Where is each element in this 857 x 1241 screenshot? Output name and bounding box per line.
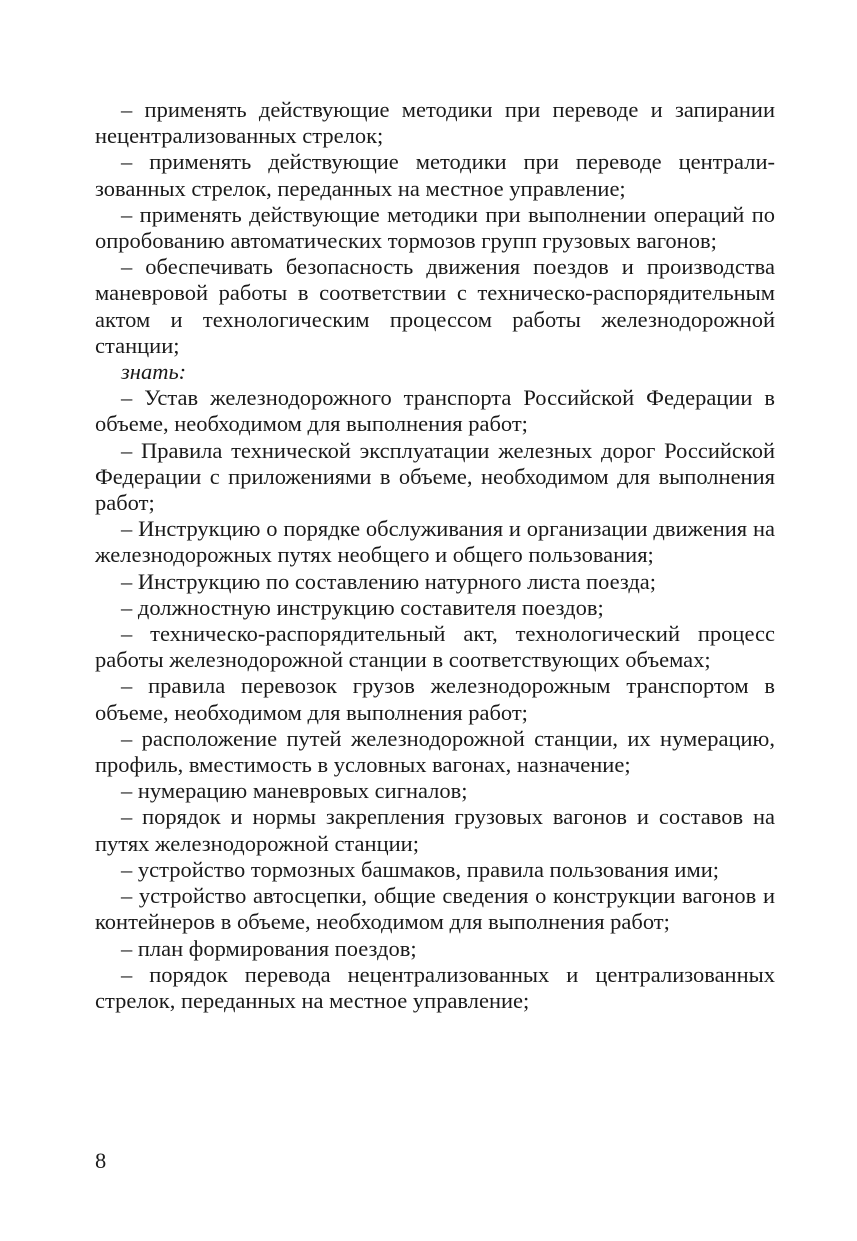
paragraph-17: – устройство автосцепки, общие сведения о конструкции вагонов и контейнеров в объеме, необходимом для выполнения работ; (95, 883, 775, 935)
paragraph-14: – нумерацию маневровых сигналов; (121, 778, 468, 804)
paragraph-12: – правила перевозок грузов железнодорожным транспортом в объеме, необходимом для выполнения работ; (95, 673, 775, 725)
paragraph-19: – порядок перевода нецентрализованных и централизованных стрелок, переданных на местное управление; (95, 961, 775, 1013)
paragraph-13: – расположение путей железнодорожной станции, их нумерацию, профиль, вместимость в условных вагонах, назначение; (95, 725, 775, 778)
paragraph-4: – обеспечивать безопасность движения поездов и производства маневровой работы в соответствии с техническо-распорядительным актом и технологическим процессом работы железнодорожной станции; (95, 254, 775, 358)
paragraph-18: – план формирования поездов; (121, 935, 417, 961)
body-text (95, 97, 775, 1014)
paragraph-7: – Правила технической эксплуатации железных дорог Российской Федерации с приложениями в объеме, необходимом для выполнения работ; (95, 437, 775, 516)
paragraph-2: – применять действующие методики при переводе централизованных стрелок, переданных на местное управление; (95, 149, 775, 201)
paragraph-6: – Устав железнодорожного транспорта Российской Федерации в объеме, необходимом для выполнения работ; (95, 385, 775, 437)
page-number: 8 (95, 1148, 107, 1173)
paragraph-16: – устройство тормозных башмаков, правила пользования ими; (121, 856, 719, 882)
paragraph-10: – должностную инструкцию составителя поездов; (121, 594, 604, 620)
paragraph-9: – Инструкцию по составлению натурного листа поезда; (121, 568, 657, 594)
paragraph-11: – техническо-распорядительный акт, технологический процесс работы железнодорожной станции в соответствующих объемах; (95, 621, 775, 673)
paragraph-8: – Инструкцию о порядке обслуживания и организации движения на железнодорожных путях необщего и общего пользования; (95, 516, 775, 568)
section-label-know: знать: (121, 359, 187, 385)
paragraph-1: – применять действующие методики при переводе и запирании нецентрализованных стрелок; (95, 97, 775, 149)
paragraph-3: – применять действующие методики при выполнении операций по опробованию автоматических тормозов групп грузовых вагонов; (95, 201, 775, 254)
paragraph-15: – порядок и нормы закрепления грузовых вагонов и составов на путях железнодорожной станции; (95, 804, 775, 856)
